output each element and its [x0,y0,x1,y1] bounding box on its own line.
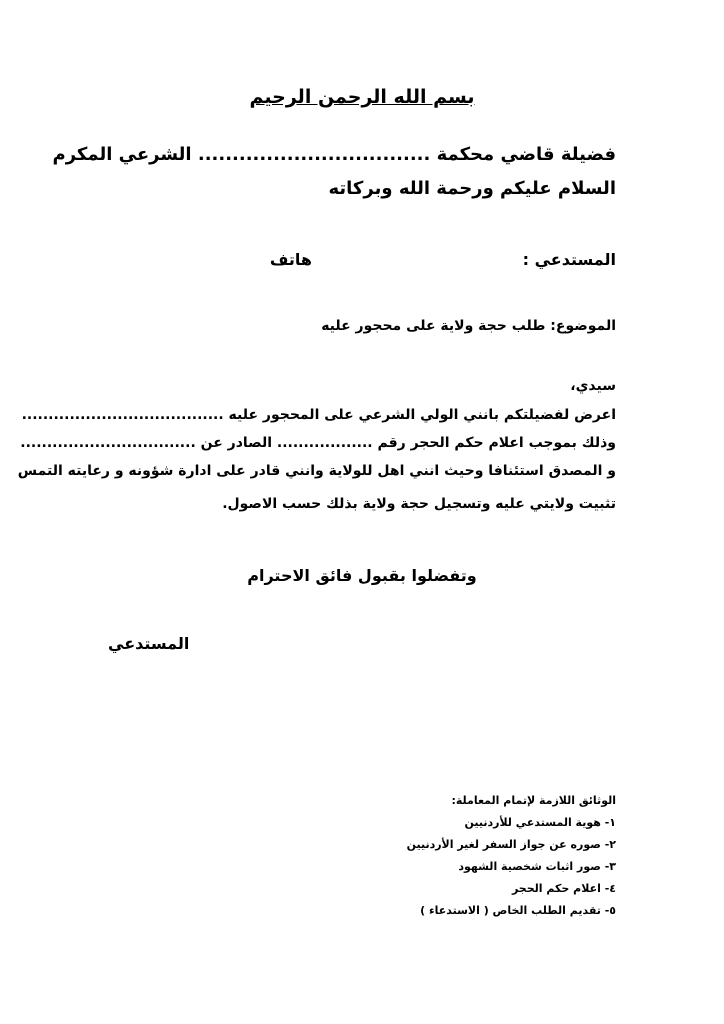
greeting-line: السلام عليكم ورحمة الله وبركاته [328,178,616,199]
required-documents-list [316,816,616,918]
salutation-line: سيدي، [570,378,616,394]
body-line-4: تثبيت ولايتي عليه وتسجيل حجة ولاية بذلك حسب الاصول. [222,496,616,512]
document-item: ٣- صور اثبات شخصية الشهود [458,860,616,873]
basmala-heading: بسم الله الرحمن الرحيم [249,86,475,108]
required-documents-title: الوثائق اللازمة لإتمام المعاملة: [451,794,616,807]
document-item: ٥- تقديم الطلب الخاص ( الاستدعاء ) [420,904,616,917]
document-item: ١- هوية المستدعي للأردنيين [464,816,616,829]
phone-label: هاتف [269,250,312,269]
body-line-3: و المصدق استئنافا وحيث انني اهل للولاية وانني قادر على ادارة شؤونه و رعايته التمس [17,463,616,479]
document-item: ٤- اعلام حكم الحجر [511,882,616,895]
document-item: ٢- صوره عن جواز السفر لغير الأردنيين [406,838,616,851]
body-line-2: وذلك بموجب اعلام حكم الحجر رقم .................. الصادر عن ................................. [20,435,616,451]
subject-line: الموضوع: طلب حجة ولاية على محجور عليه [321,318,616,334]
addressee-line: فضيلة قاضي محكمة .................................. الشرعي المكرم [52,144,616,165]
required-documents [316,794,616,926]
signature-label: المستدعي [108,634,190,653]
closing-line: وتفضلوا بقبول فائق الاحترام [247,566,477,585]
applicant-label: المستدعي : [522,250,616,269]
body-line-1: اعرض لفضيلتكم بانني الولي الشرعي على المحجور عليه ...................................... [21,407,616,423]
